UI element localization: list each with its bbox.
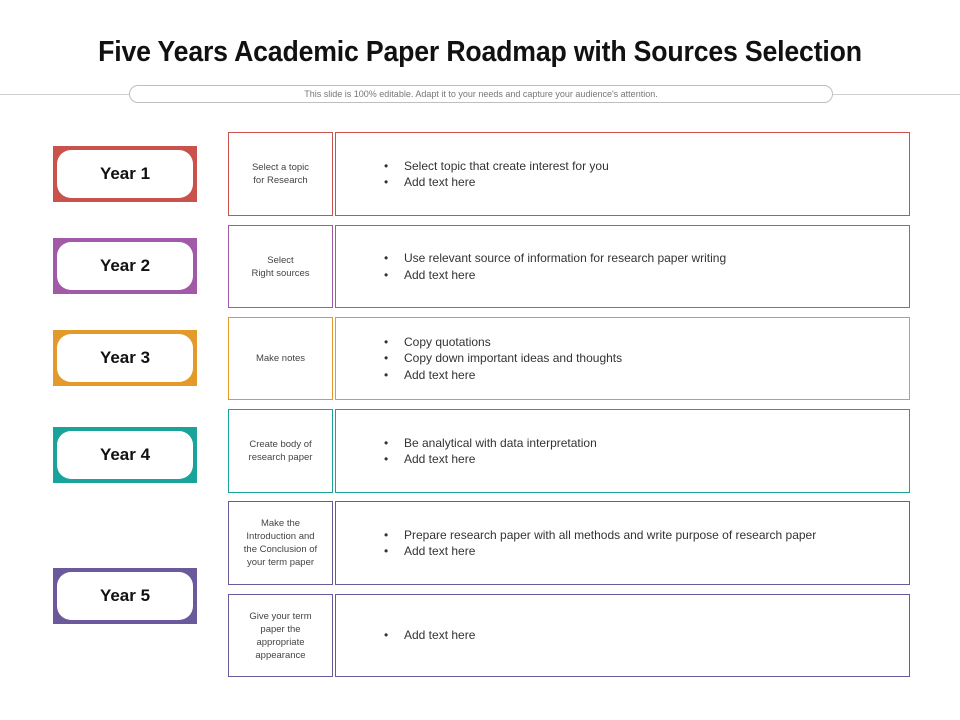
bullet-list <box>336 158 609 191</box>
bullet-item: • Select topic that create interest for you <box>384 158 609 175</box>
subtitle-banner: This slide is 100% editable. Adapt it to your needs and capture your audience's attention. <box>129 85 833 103</box>
year-label: Year 5 <box>57 572 193 620</box>
bullet-item: • Prepare research paper with all methods and write purpose of research paper <box>384 527 816 544</box>
bullet-list <box>336 527 816 560</box>
bullet-item: • Add text here <box>384 451 597 468</box>
year-label: Year 1 <box>57 150 193 198</box>
bullet-item: • Be analytical with data interpretation <box>384 435 597 452</box>
step-box-5: Make the Introduction and the Conclusion of your term paper <box>228 501 333 585</box>
detail-box-3 <box>335 317 910 400</box>
page-title: Five Years Academic Paper Roadmap with Sources Selection <box>98 36 862 68</box>
bullet-item: • Add text here <box>384 543 816 560</box>
year-badge-1 <box>53 146 197 202</box>
year-badge-5 <box>53 568 197 624</box>
detail-box-1 <box>335 132 910 216</box>
bullet-list <box>336 627 475 644</box>
bullet-item: • Add text here <box>384 367 622 384</box>
year-badge-3 <box>53 330 197 386</box>
detail-box-2 <box>335 225 910 308</box>
bullet-item: • Copy down important ideas and thoughts <box>384 350 622 367</box>
year-label: Year 2 <box>57 242 193 290</box>
bullet-list <box>336 250 726 283</box>
bullet-list <box>336 435 597 468</box>
bullet-item: • Add text here <box>384 627 475 644</box>
step-box-1: Select a topic for Research <box>228 132 333 216</box>
bullet-item: • Add text here <box>384 267 726 284</box>
bullet-list <box>336 334 622 384</box>
bullet-item: • Use relevant source of information for research paper writing <box>384 250 726 267</box>
step-box-4: Create body of research paper <box>228 409 333 493</box>
detail-box-5 <box>335 501 910 585</box>
year-label: Year 3 <box>57 334 193 382</box>
year-badge-4 <box>53 427 197 483</box>
bullet-item: • Copy quotations <box>384 334 622 351</box>
step-box-2: Select Right sources <box>228 225 333 308</box>
step-box-3: Make notes <box>228 317 333 400</box>
year-badge-2 <box>53 238 197 294</box>
year-label: Year 4 <box>57 431 193 479</box>
detail-box-6 <box>335 594 910 677</box>
step-box-6: Give your term paper the appropriate appearance <box>228 594 333 677</box>
detail-box-4 <box>335 409 910 493</box>
bullet-item: • Add text here <box>384 174 609 191</box>
